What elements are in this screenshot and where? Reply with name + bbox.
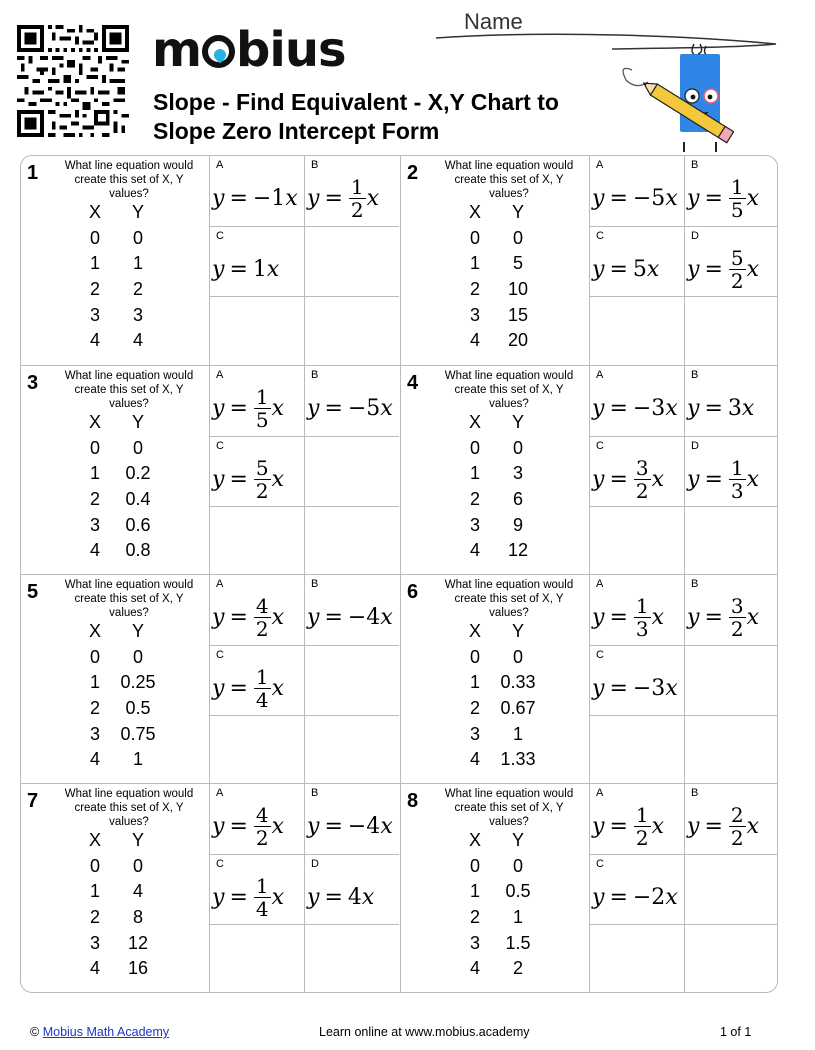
question-text: What line equation would create this set of X, Y values? bbox=[444, 579, 574, 619]
numerator: 5 bbox=[730, 245, 744, 270]
x-header: X bbox=[88, 621, 101, 641]
x-header: X bbox=[88, 412, 101, 432]
coefficient: 4 bbox=[347, 884, 362, 910]
denominator: 2 bbox=[255, 616, 269, 641]
x-value: 0 bbox=[89, 227, 100, 248]
denominator: 4 bbox=[255, 896, 269, 921]
x-value: 3 bbox=[89, 723, 100, 744]
question-text: What line equation would create this set of X, Y values? bbox=[444, 160, 574, 200]
y-value: 0.75 bbox=[120, 723, 156, 744]
x-value: 1 bbox=[469, 463, 480, 484]
y-value: 20 bbox=[507, 330, 529, 351]
denominator: 5 bbox=[255, 407, 269, 432]
choice-letter: A bbox=[596, 787, 604, 799]
x-value: 4 bbox=[89, 958, 100, 979]
problem-cell bbox=[21, 156, 400, 365]
choice-letter: B bbox=[311, 787, 319, 799]
choice-letter: C bbox=[596, 230, 604, 242]
answer-choice[interactable] bbox=[589, 436, 684, 506]
numerator: 2 bbox=[730, 802, 744, 827]
choice-equation: y = $\frac{1}{2}$ x bbox=[307, 174, 380, 222]
problem-cell bbox=[400, 783, 778, 992]
choice-equation: y = $\frac{5}{2}$ x bbox=[687, 245, 760, 293]
choice-letter: D bbox=[691, 440, 699, 452]
x-value: 1 bbox=[469, 253, 480, 274]
x-value: 4 bbox=[89, 330, 100, 351]
empty-answer-box bbox=[304, 296, 399, 366]
choice-letter: B bbox=[311, 159, 319, 171]
problem-number: 5 bbox=[27, 581, 39, 603]
y-value: 0.33 bbox=[500, 672, 536, 693]
denominator: 2 bbox=[730, 268, 744, 293]
numerator: 5 bbox=[255, 455, 269, 480]
numerator: 1 bbox=[635, 593, 649, 618]
y-value: 0 bbox=[512, 437, 523, 458]
coefficient: −5 bbox=[347, 395, 381, 421]
choice-letter: A bbox=[596, 578, 604, 590]
answer-choice[interactable] bbox=[684, 226, 778, 296]
question-text: What line equation would create this set of X, Y values? bbox=[444, 788, 574, 828]
question-text: What line equation would create this set of X, Y values? bbox=[64, 160, 194, 200]
numerator: 4 bbox=[255, 593, 269, 618]
answer-choice[interactable] bbox=[684, 156, 778, 226]
coefficient: −5 bbox=[632, 185, 666, 211]
x-value: 2 bbox=[89, 279, 100, 300]
answer-choice[interactable] bbox=[304, 854, 399, 924]
y-value: 8 bbox=[132, 907, 143, 928]
fraction bbox=[254, 804, 271, 849]
answer-choices bbox=[589, 575, 778, 783]
choice-letter: B bbox=[311, 369, 319, 381]
x-value: 0 bbox=[469, 227, 480, 248]
x-value: 0 bbox=[89, 646, 100, 667]
y-header: Y bbox=[511, 830, 524, 850]
name-label: Name bbox=[464, 9, 523, 34]
x-value: 2 bbox=[469, 489, 480, 510]
answer-choice[interactable] bbox=[209, 366, 304, 436]
empty-answer-box bbox=[684, 645, 778, 715]
y-header: Y bbox=[131, 412, 144, 432]
choice-letter: A bbox=[596, 369, 604, 381]
x-value: 1 bbox=[89, 463, 100, 484]
denominator: 2 bbox=[730, 825, 744, 850]
denominator: 2 bbox=[635, 825, 649, 850]
answer-choice[interactable] bbox=[684, 575, 778, 645]
choice-equation: y = −3 x bbox=[592, 395, 678, 421]
answer-choice[interactable] bbox=[684, 366, 778, 436]
y-value: 6 bbox=[512, 489, 523, 510]
choice-equation: y = $\frac{1}{3}$ x bbox=[687, 455, 760, 503]
y-value: 15 bbox=[507, 304, 529, 325]
y-value: 0.4 bbox=[125, 489, 151, 510]
y-value: 0.2 bbox=[125, 463, 151, 484]
answer-choice[interactable] bbox=[209, 784, 304, 854]
choice-equation: y = −2 x bbox=[592, 884, 678, 910]
choice-equation: y = $\frac{1}{5}$ x bbox=[687, 174, 760, 222]
mascot-illustration bbox=[612, 42, 772, 157]
x-value: 2 bbox=[89, 489, 100, 510]
x-value: 4 bbox=[469, 749, 480, 770]
y-value: 1 bbox=[132, 749, 143, 770]
fraction bbox=[254, 457, 271, 502]
coefficient: −3 bbox=[632, 395, 666, 421]
answer-choice[interactable] bbox=[209, 226, 304, 296]
choice-equation: y = −4 x bbox=[307, 604, 393, 630]
y-value: 4 bbox=[132, 330, 143, 351]
x-value: 0 bbox=[89, 437, 100, 458]
x-value: 0 bbox=[469, 855, 480, 876]
footer-copyright bbox=[30, 1025, 169, 1039]
x-value: 3 bbox=[469, 304, 480, 325]
denominator: 2 bbox=[350, 197, 364, 222]
answer-choice[interactable] bbox=[589, 854, 684, 924]
answer-choice[interactable] bbox=[589, 575, 684, 645]
answer-choice[interactable] bbox=[589, 784, 684, 854]
numerator: 3 bbox=[635, 455, 649, 480]
problem-number: 6 bbox=[407, 581, 419, 603]
x-value: 3 bbox=[469, 723, 480, 744]
choice-equation: y = 4 x bbox=[307, 884, 375, 910]
choice-letter: C bbox=[596, 858, 604, 870]
qr-code bbox=[17, 25, 129, 137]
answer-choice[interactable] bbox=[684, 784, 778, 854]
empty-answer-box bbox=[304, 226, 399, 296]
y-value: 0.5 bbox=[505, 881, 531, 902]
empty-answer-box bbox=[589, 296, 684, 366]
y-header: Y bbox=[131, 202, 144, 222]
problem-cell bbox=[21, 365, 400, 574]
problem-cell bbox=[400, 365, 778, 574]
y-header: Y bbox=[131, 621, 144, 641]
y-value: 3 bbox=[512, 463, 523, 484]
fraction bbox=[254, 875, 271, 920]
answer-choice[interactable] bbox=[589, 226, 684, 296]
problem-number: 1 bbox=[27, 162, 39, 184]
x-value: 2 bbox=[89, 698, 100, 719]
choice-equation: y = −5 x bbox=[592, 185, 678, 211]
choice-equation: y = −3 x bbox=[592, 675, 678, 701]
choice-equation: y = $\frac{1}{2}$ x bbox=[592, 802, 665, 850]
y-value: 0 bbox=[512, 646, 523, 667]
y-value: 0.25 bbox=[120, 672, 156, 693]
y-value: 16 bbox=[127, 958, 149, 979]
y-header: Y bbox=[511, 412, 524, 432]
fraction bbox=[729, 247, 746, 292]
choice-equation: y = $\frac{4}{2}$ x bbox=[212, 593, 285, 641]
y-header: Y bbox=[131, 830, 144, 850]
answer-choice[interactable] bbox=[304, 575, 399, 645]
choice-letter: D bbox=[691, 230, 699, 242]
denominator: 2 bbox=[635, 478, 649, 503]
x-value: 3 bbox=[89, 932, 100, 953]
numerator: 3 bbox=[730, 593, 744, 618]
problem-number: 7 bbox=[27, 790, 39, 812]
x-value: 3 bbox=[469, 514, 480, 535]
y-value: 5 bbox=[512, 253, 523, 274]
y-value: 1 bbox=[512, 907, 523, 928]
empty-answer-box bbox=[684, 296, 778, 366]
fraction bbox=[729, 595, 746, 640]
problem-number: 3 bbox=[27, 372, 39, 394]
mobius-academy-link[interactable]: Mobius Math Academy bbox=[42, 1025, 170, 1039]
y-value: 0.8 bbox=[125, 540, 151, 561]
denominator: 3 bbox=[635, 616, 649, 641]
y-value: 1 bbox=[512, 723, 523, 744]
question-text: What line equation would create this set of X, Y values? bbox=[64, 579, 194, 619]
coefficient: −2 bbox=[632, 884, 666, 910]
choice-equation: y = 3 x bbox=[687, 395, 755, 421]
x-value: 0 bbox=[89, 855, 100, 876]
x-header: X bbox=[88, 830, 101, 850]
denominator: 2 bbox=[255, 478, 269, 503]
x-value: 4 bbox=[469, 958, 480, 979]
choice-equation: y = −1 x bbox=[212, 185, 298, 211]
y-value: 12 bbox=[127, 932, 149, 953]
empty-answer-box bbox=[684, 924, 778, 993]
choice-equation: y = $\frac{4}{2}$ x bbox=[212, 802, 285, 850]
x-value: 1 bbox=[89, 672, 100, 693]
coefficient: −3 bbox=[632, 675, 666, 701]
choice-letter: C bbox=[596, 649, 604, 661]
choice-letter: A bbox=[216, 787, 224, 799]
y-value: 1.5 bbox=[505, 932, 531, 953]
choice-letter: D bbox=[311, 858, 319, 870]
x-value: 4 bbox=[469, 330, 480, 351]
coefficient: −4 bbox=[347, 813, 381, 839]
choice-letter: C bbox=[596, 440, 604, 452]
x-value: 2 bbox=[469, 907, 480, 928]
denominator: 5 bbox=[730, 197, 744, 222]
choice-letter: A bbox=[216, 369, 224, 381]
empty-answer-box bbox=[589, 924, 684, 993]
fraction bbox=[349, 176, 366, 221]
coefficient: 5 bbox=[632, 256, 647, 282]
answer-choice[interactable] bbox=[304, 156, 399, 226]
denominator: 3 bbox=[730, 478, 744, 503]
answer-choices bbox=[589, 366, 778, 574]
empty-answer-box bbox=[304, 924, 399, 993]
y-value: 9 bbox=[512, 514, 523, 535]
fraction bbox=[254, 666, 271, 711]
x-value: 2 bbox=[469, 698, 480, 719]
x-value: 3 bbox=[469, 932, 480, 953]
problem-cell bbox=[21, 783, 400, 992]
choice-letter: A bbox=[216, 578, 224, 590]
x-value: 1 bbox=[89, 253, 100, 274]
empty-answer-box bbox=[209, 715, 304, 785]
numerator: 1 bbox=[255, 664, 269, 689]
page-title: Slope - Find Equivalent - X,Y Chart to Slope Zero Intercept Form bbox=[153, 89, 559, 144]
answer-choice[interactable] bbox=[209, 854, 304, 924]
answer-choice[interactable] bbox=[209, 645, 304, 715]
choice-letter: B bbox=[691, 787, 699, 799]
x-value: 3 bbox=[89, 514, 100, 535]
fraction bbox=[254, 595, 271, 640]
problem-cell bbox=[400, 156, 778, 365]
empty-answer-box bbox=[209, 924, 304, 993]
fraction bbox=[729, 804, 746, 849]
choice-equation: y = −4 x bbox=[307, 813, 393, 839]
x-value: 2 bbox=[469, 279, 480, 300]
problem-number: 8 bbox=[407, 790, 419, 812]
numerator: 1 bbox=[255, 873, 269, 898]
empty-answer-box bbox=[304, 506, 399, 576]
answer-choices bbox=[589, 156, 778, 364]
brand-logo: m bius bbox=[152, 22, 346, 78]
fraction bbox=[729, 176, 746, 221]
y-value: 0 bbox=[132, 646, 143, 667]
coefficient: −1 bbox=[252, 185, 286, 211]
x-value: 0 bbox=[469, 437, 480, 458]
empty-answer-box bbox=[684, 854, 778, 924]
y-value: 0 bbox=[132, 855, 143, 876]
choice-letter: C bbox=[216, 230, 224, 242]
empty-answer-box bbox=[304, 645, 399, 715]
denominator: 2 bbox=[730, 616, 744, 641]
y-value: 0.5 bbox=[125, 698, 151, 719]
answer-choice[interactable] bbox=[589, 645, 684, 715]
empty-answer-box bbox=[209, 506, 304, 576]
y-header: Y bbox=[511, 621, 524, 641]
numerator: 4 bbox=[255, 802, 269, 827]
choice-equation: y = 5 x bbox=[592, 256, 660, 282]
fraction bbox=[634, 457, 651, 502]
choice-equation: y = $\frac{1}{4}$ x bbox=[212, 873, 285, 921]
choice-equation: y = −5 x bbox=[307, 395, 393, 421]
question-text: What line equation would create this set of X, Y values? bbox=[64, 788, 194, 828]
empty-answer-box bbox=[304, 715, 399, 785]
fraction bbox=[634, 595, 651, 640]
x-value: 3 bbox=[89, 304, 100, 325]
answer-choice[interactable] bbox=[589, 366, 684, 436]
coefficient: 1 bbox=[252, 256, 267, 282]
choice-letter: B bbox=[691, 159, 699, 171]
coefficient: 3 bbox=[727, 395, 742, 421]
answer-choice[interactable] bbox=[209, 156, 304, 226]
x-value: 1 bbox=[469, 672, 480, 693]
y-value: 0.6 bbox=[125, 514, 151, 535]
y-value: 4 bbox=[132, 881, 143, 902]
choice-equation: y = $\frac{5}{2}$ x bbox=[212, 455, 285, 503]
y-value: 0 bbox=[512, 227, 523, 248]
y-value: 0 bbox=[132, 227, 143, 248]
x-header: X bbox=[88, 202, 101, 222]
choice-letter: B bbox=[311, 578, 319, 590]
y-value: 1.33 bbox=[500, 749, 536, 770]
x-header: X bbox=[468, 621, 481, 641]
y-value: 0.67 bbox=[500, 698, 536, 719]
choice-equation: y = $\frac{1}{5}$ x bbox=[212, 384, 285, 432]
logo-drop-icon bbox=[202, 35, 235, 68]
choice-equation: y = $\frac{1}{4}$ x bbox=[212, 664, 285, 712]
problem-number: 4 bbox=[407, 372, 419, 394]
fraction bbox=[634, 804, 651, 849]
choice-letter: B bbox=[691, 369, 699, 381]
footer-center-text: Learn online at www.mobius.academy bbox=[319, 1025, 530, 1039]
x-value: 2 bbox=[89, 907, 100, 928]
answer-choice[interactable] bbox=[209, 575, 304, 645]
problem-cell bbox=[400, 574, 778, 783]
y-value: 0 bbox=[132, 437, 143, 458]
denominator: 2 bbox=[255, 825, 269, 850]
answer-choice[interactable] bbox=[304, 366, 399, 436]
y-header: Y bbox=[511, 202, 524, 222]
choice-letter: A bbox=[596, 159, 604, 171]
empty-answer-box bbox=[304, 436, 399, 506]
x-value: 4 bbox=[469, 540, 480, 561]
empty-answer-box bbox=[209, 296, 304, 366]
x-value: 1 bbox=[469, 881, 480, 902]
y-value: 1 bbox=[132, 253, 143, 274]
choice-equation: y = $\frac{3}{2}$ x bbox=[687, 593, 760, 641]
answer-choice[interactable] bbox=[209, 436, 304, 506]
numerator: 1 bbox=[635, 802, 649, 827]
x-header: X bbox=[468, 202, 481, 222]
problem-cell bbox=[21, 574, 400, 783]
choice-letter: B bbox=[691, 578, 699, 590]
empty-answer-box bbox=[684, 715, 778, 785]
answer-choices bbox=[589, 784, 778, 992]
denominator: 4 bbox=[255, 687, 269, 712]
x-value: 1 bbox=[89, 881, 100, 902]
question-text: What line equation would create this set of X, Y values? bbox=[64, 370, 194, 410]
choice-equation: y = 1 x bbox=[212, 256, 280, 282]
empty-answer-box bbox=[589, 506, 684, 576]
choice-letter: C bbox=[216, 858, 224, 870]
y-value: 0 bbox=[512, 855, 523, 876]
question-text: What line equation would create this set of X, Y values? bbox=[444, 370, 574, 410]
choice-equation: y = $\frac{2}{2}$ x bbox=[687, 802, 760, 850]
y-value: 2 bbox=[132, 279, 143, 300]
choice-equation: y = $\frac{3}{2}$ x bbox=[592, 455, 665, 503]
numerator: 1 bbox=[730, 174, 744, 199]
fraction bbox=[254, 386, 271, 431]
numerator: 1 bbox=[255, 384, 269, 409]
y-value: 12 bbox=[507, 540, 529, 561]
x-header: X bbox=[468, 830, 481, 850]
x-value: 4 bbox=[89, 749, 100, 770]
y-value: 10 bbox=[507, 279, 529, 300]
numerator: 1 bbox=[730, 455, 744, 480]
answer-choices bbox=[209, 784, 399, 992]
problem-number: 2 bbox=[407, 162, 419, 184]
answer-choices bbox=[209, 575, 399, 783]
choice-letter: C bbox=[216, 649, 224, 661]
x-header: X bbox=[468, 412, 481, 432]
numerator: 1 bbox=[350, 174, 364, 199]
problem-grid bbox=[20, 155, 778, 993]
coefficient: −4 bbox=[347, 604, 381, 630]
empty-answer-box bbox=[684, 506, 778, 576]
x-value: 0 bbox=[469, 646, 480, 667]
answer-choices bbox=[209, 366, 399, 574]
empty-answer-box bbox=[589, 715, 684, 785]
answer-choice[interactable] bbox=[589, 156, 684, 226]
fraction bbox=[729, 457, 746, 502]
y-value: 3 bbox=[132, 304, 143, 325]
choice-letter: C bbox=[216, 440, 224, 452]
choice-equation: y = $\frac{1}{3}$ x bbox=[592, 593, 665, 641]
answer-choice[interactable] bbox=[304, 784, 399, 854]
answer-choice[interactable] bbox=[684, 436, 778, 506]
y-value: 2 bbox=[512, 958, 523, 979]
choice-letter: A bbox=[216, 159, 224, 171]
x-value: 4 bbox=[89, 540, 100, 561]
copyright-symbol: © bbox=[30, 1025, 40, 1039]
page-number: 1 of 1 bbox=[720, 1025, 752, 1039]
answer-choices bbox=[209, 156, 399, 364]
